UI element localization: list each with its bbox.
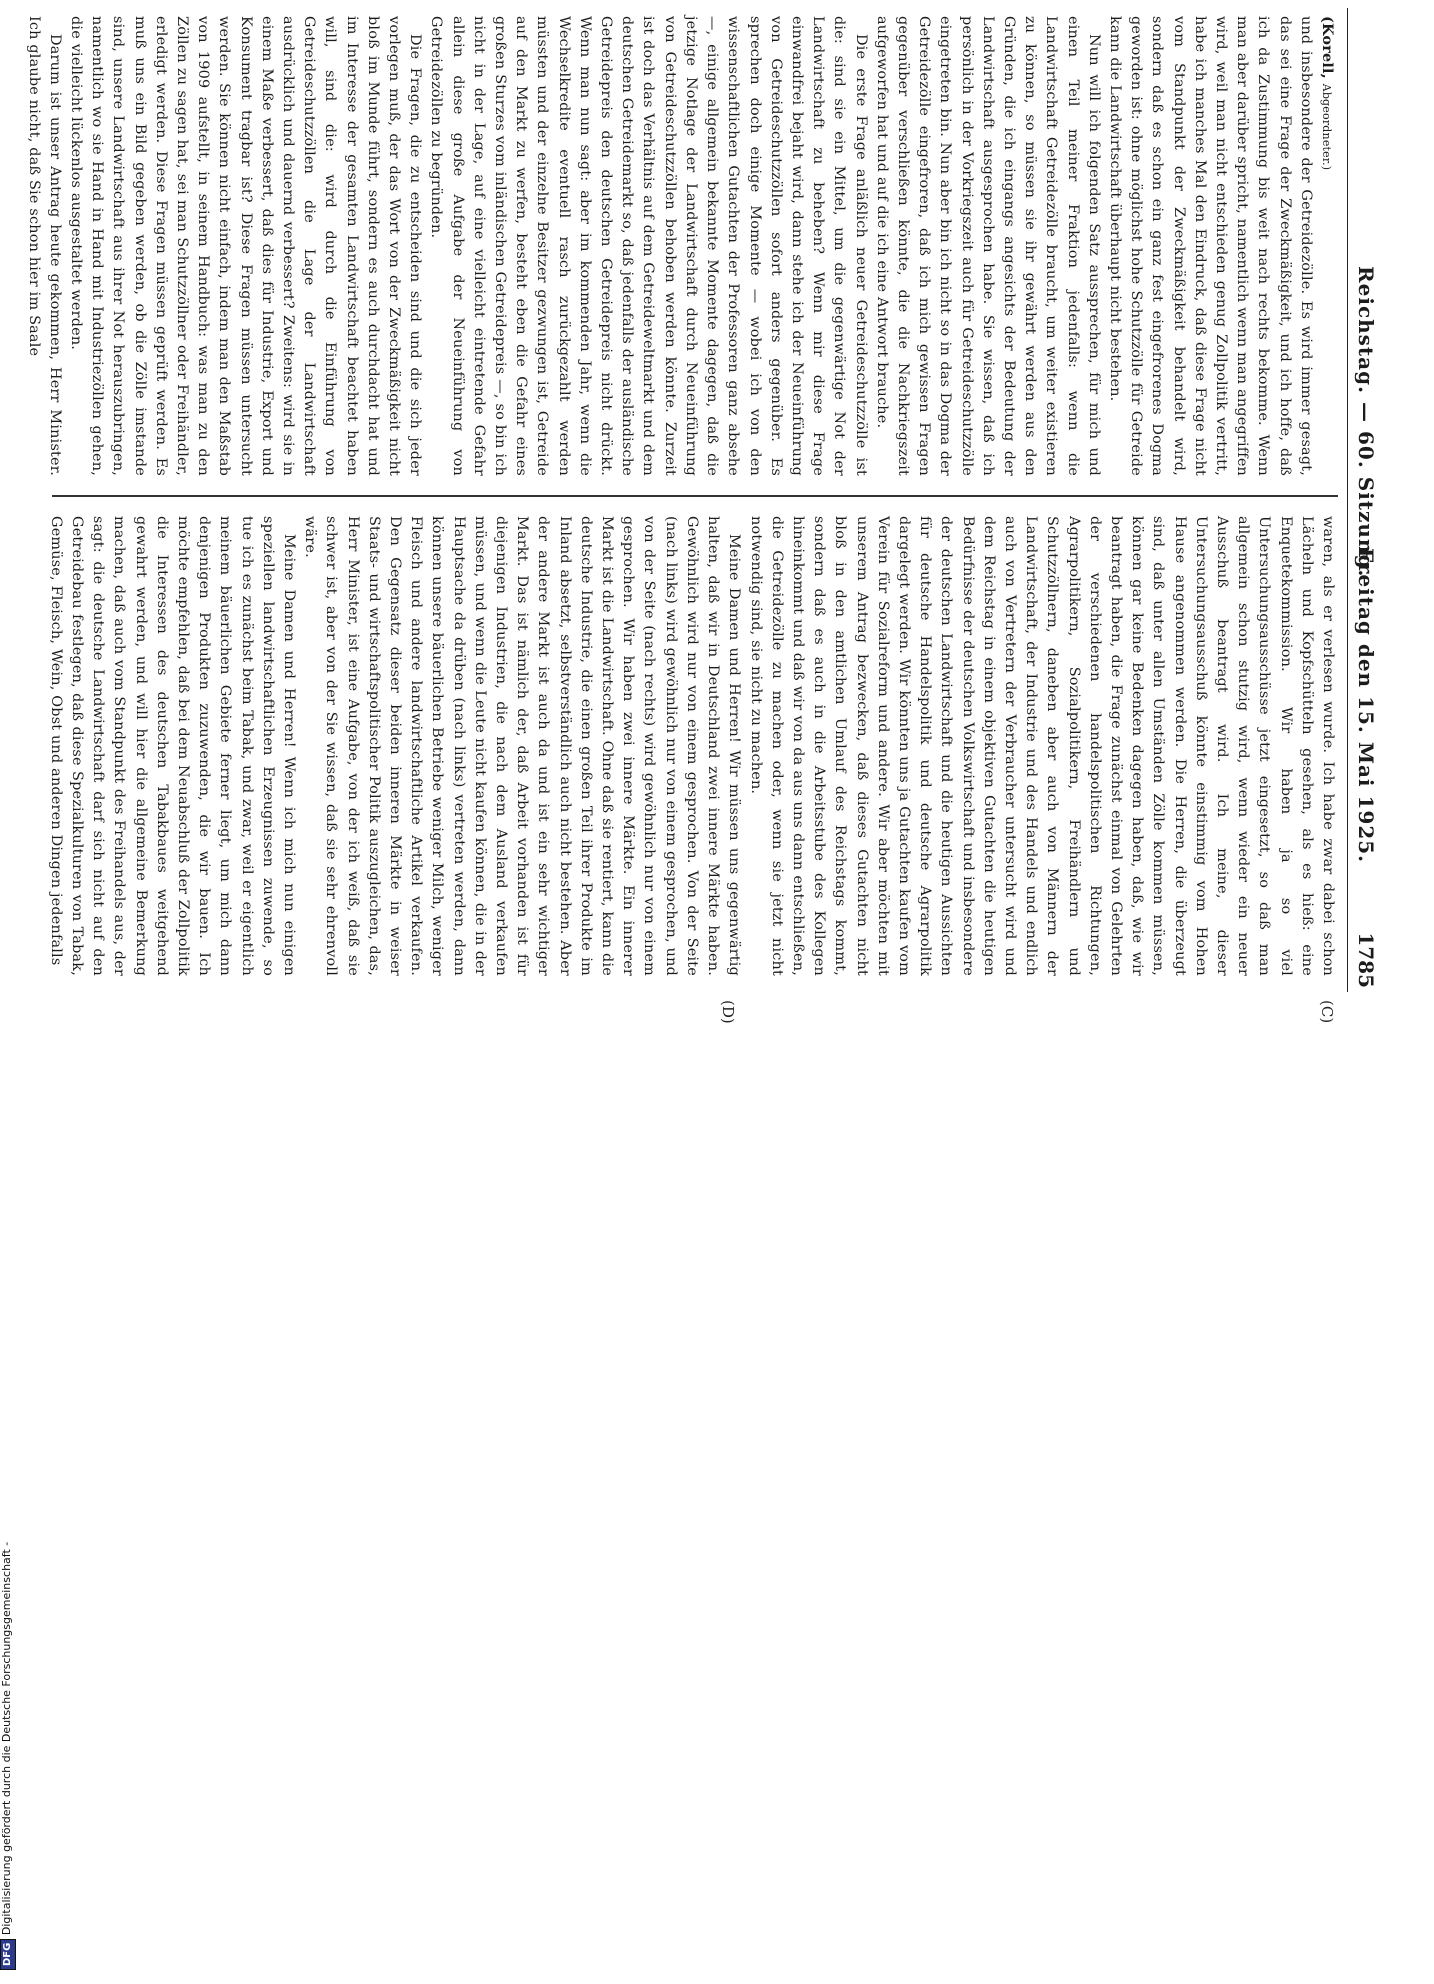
right-column bbox=[47, 516, 1338, 976]
left-paragraph-1: und insbesondere der Getreidezölle. Es wird immer gesagt, das sei eine Frage der Zweckmäßigkeit, und ich hoffe, daß ich da Zustimmung bis weit nach rechts bekomme. Wenn man aber darüber spricht, namentlich wenn man angegriffen wird, weil man nicht entschieden genug Zollpolitik vertritt, habe ich manches Mal den Eindruck, daß diese Frage nicht vom Standpunkt der Zweckmäßigkeit behandelt wird, sondern daß es schon ein ganz fest eingefrorenes Dogma geworden ist: ohne möglichst hohe Schutzzölle für Getreide kann die Landwirtschaft überhaupt nicht bestehen. bbox=[1106, 16, 1314, 476]
header-right: Freitag den 15. Mai 1925. bbox=[1354, 548, 1378, 864]
column-divider bbox=[52, 495, 1338, 497]
margin-mark-d: (D) bbox=[719, 1000, 737, 1024]
margin-mark-a bbox=[1318, 0, 1336, 1]
footer-text: Digitalisierung gefördert durch die Deutsche Forschungsgemeinschaft - bbox=[0, 1541, 13, 1936]
margin-mark-b bbox=[714, 0, 732, 1]
left-column bbox=[25, 16, 1338, 476]
dfg-logo: DFG bbox=[0, 1939, 16, 1970]
left-paragraph-3: Die erste Frage anläßlich neuer Getreideschutzzölle ist die: sind sie ein Mittel, um die gegenwärtige Not der Landwirtschaft zu beheben? Wenn mir diese Frage einwandfrei bejaht wird, dann stehe ich der Neueinführung von Getreideschutzzöllen sofort anders gegenüber. Es sprechen doch einige Momente — wobei ich von den wissenschaftlichen Gutachten der Professoren ganz absehe —, einige allgemein bekannte Momente dagegen, daß die jetzige Notlage der Landwirtschaft durch Neueinführung von Getreideschutzzöllen behoben werden könnte. Zurzeit ist doch das Verhältnis auf dem Getreideweltmarkt und dem deutschen Getreidemarkt so, daß jedenfalls der ausländische Getreidepreis den deutschen Getreidepreis nicht drückt. Wenn man nun sagt: aber im kommenden Jahr, wenn die Wechselkredite eventuell rasch zurückgezahlt werden müssten und der einzelne Besitzer gezwungen ist, Getreide auf den Markt zu werfen, besteht eben die Gefahr eines großen Sturzes vom inländischen Getreidepreis —, so bin ich nicht in der Lage, auf eine vielleicht eintretende Gefahr allein diese große Aufgabe der Neueinführung von Getreidezöllen zu begründen. bbox=[428, 16, 869, 476]
left-paragraph-4: Die Fragen, die zu entscheiden sind und die sich jeder vorlegen muß, der das Wort von der Zweckmäßigkeit nicht bloß im Munde führt, sondern es auch durchdacht hat und im Interesse der gesamten Landwirtschaft beachtet haben will, sind die: wird durch die Einführung von Getreideschutzzöllen die Lage der Landwirtschaft ausdrücklich und dauernd verbessert? Zweitens: wird sie in einem Maße verbessert, daß dies für Industrie, Export und Konsument tragbar ist? Diese Fragen müssen untersucht werden. Sie können nicht einfach, indem man den Maßstab von 1909 aufstellt, in seinem Handbuch: was man zu den Zöllen zu sagen hat, sei man Schutzzöllner oder Freihändler, erledigt werden. Diese Fragen müssen geprüft werden. Es muß uns ein Bild gegeben werden, ob die Zölle imstande sind, unsere Landwirtschaft aus ihrer Not herauszubringen, namentlich wo sie Hand in Hand mit Industriezöllen gehen, die vielleicht lückenlos ausgestaltet werden. bbox=[68, 16, 424, 476]
margin-mark-c: (C) bbox=[1318, 1000, 1336, 1024]
digitization-footer bbox=[0, 984, 16, 1984]
page-number: 1785 bbox=[1354, 932, 1378, 988]
right-paragraph-3: Meine Damen und Herren! Wenn ich mich nun einigen speziellen landwirtschaftlichen Erzeugnissen zuwende, so tue ich es zunächst beim Tabak, und zwar, weil er eigentlich meinem bäuerlichen Gebiete ferner liegt, um mich dann denjenigen Produkten zuzuwenden, die wir bauen. Ich möchte empfehlen, daß bei dem Neuabschluß der Zollpolitik die Interessen des deutschen Tabakbaues weitgehend gewahrt werden, und will hier die allgemeine Bemerkung machen, daß auch vom Standpunkt des Freihandels aus, der sagt: die deutsche Landwirtschaft darf sich nicht auf den Getreidebau festlegen, daß diese Spezialkulturen von Tabak, Gemüse, Fleisch, Wein, Obst und anderen Dingen jedenfalls bbox=[47, 516, 298, 976]
speaker-line bbox=[1316, 16, 1338, 476]
right-paragraph-1: waren, als er verlesen wurde. Ich habe zwar dabei schon Lächeln und Kopfschütteln gesehen, als es hieß: eine Enquetekommission. Wir haben ja so viel Untersuchungsausschüsse jetzt eingesetzt, so daß man allgemein schon stutzig wird, wenn wieder ein neuer Ausschuß beantragt wird. Ich meine, dieser Untersuchungsausschuß könnte einstimmig vom Hohen Hause angenommen werden. Die Herren, die überzeugt sind, daß unter allen Umständen Zölle kommen müssen, können gar keine Bedenken dagegen haben, daß, wie wir beantragt haben, die Frage zunächst einmal von Gelehrten der verschiedenen handelspolitischen Richtungen, Agrarpolitikern, Sozialpolitikern, Freihändlern und Schutzzöllnern, daneben aber auch von Männern der Landwirtschaft, der Industrie und des Handels und endlich auch von Vertretern der Verbraucher untersucht wird und dem Reichstag in einem objektiven Gutachten die heutigen Bedürfnisse der deutschen Volkswirtschaft und insbesondere der deutschen Landwirtschaft und die heutigen Aussichten für deutsche Handelspolitik und deutsche Agrarpolitik dargelegt werden. Wir könnten uns ja Gutachten kaufen vom Verein für Sozialreform und andere. Wir aber möchten mit unserem Antrag bezwecken, daß dieses Gutachten nicht bloß in den amtlichen Umlauf des Reichstags kommt, sondern daß es auch in die Arbeitsstube des Kollegen hineinkommt und daß wir von da aus uns dann entschließen, die Getreidezölle zu machen oder, wenn sie jetzt nicht notwendig sind, sie nicht zu machen. bbox=[747, 516, 1336, 976]
left-paragraph-2: Nun will ich folgenden Satz aussprechen, für mich und einen Teil meiner Fraktion jedenfalls: wenn die Landwirtschaft Getreidezölle braucht, um weiter existieren zu können, so müssen sie ihr gewährt werden aus den Gründen, die ich eingangs angesichts der Bedeutung der Landwirtschaft ausgesprochen habe. Sie wissen, daß ich persönlich in der Vorkriegszeit auch für Getreideschutzzölle eingetreten bin. Nun aber bin ich nicht so in das Dogma der Getreidezölle eingefroren, daß ich mich gewissen Fragen gegenüber verschließen könnte, die die Nachkriegszeit aufgeworfen hat und auf die ich eine Antwort brauche. bbox=[873, 16, 1102, 476]
header-left: Reichstag. — 60. Sitzung. bbox=[1354, 266, 1378, 578]
speaker-role: Abgeordneter.) bbox=[1320, 83, 1333, 171]
page-header bbox=[1347, 8, 1382, 992]
speaker-name: (Korell, bbox=[1319, 16, 1336, 79]
left-paragraph-5: Darum ist unser Antrag heute gekommen, Herr Minister. Ich glaube nicht, daß Sie schon hier im Saale bbox=[25, 16, 63, 476]
rotated-page bbox=[25, 8, 1382, 1024]
right-paragraph-2: Meine Damen und Herren! Wir müssen uns gegenwärtig halten, daß wir in Deutschland zwei innere Märkte haben. Gewöhnlich wird nur von einem gesprochen. Von der Seite (nach links) wird gewöhnlich nur von einem gesprochen, und von der Seite (nach rechts) wird gewöhnlich nur von einem gesprochen. Wir haben zwei innere Märkte. Ein innerer Markt ist die Landwirtschaft. Ohne daß sie rentiert, kann die deutsche Industrie, die einen großen Teil ihrer Produkte im Inland absetzt, selbstverständlich auch nicht bestehen. Aber der andere Markt ist auch da und ist ein sehr wichtiger Markt. Das ist nämlich der, daß Arbeit vorhanden ist für diejenigen Industrien, die nach dem Ausland verkaufen müssen, und wenn die Leute nicht kaufen können, die in der Hauptsache da drüben (nach links) vertreten werden, dann können unsere bäuerlichen Betriebe weniger Milch, weniger Fleisch und andere landwirtschaftliche Artikel verkaufen. Den Gegensatz dieser beiden inneren Märkte in weiser Staats- und wirtschaftspolitischer Politik auszugleichen, das, Herr Minister, ist eine Aufgabe, von der ich weiß, daß sie schwer ist, aber von der Sie wissen, daß sie sehr ehrenvoll wäre. bbox=[302, 516, 743, 976]
